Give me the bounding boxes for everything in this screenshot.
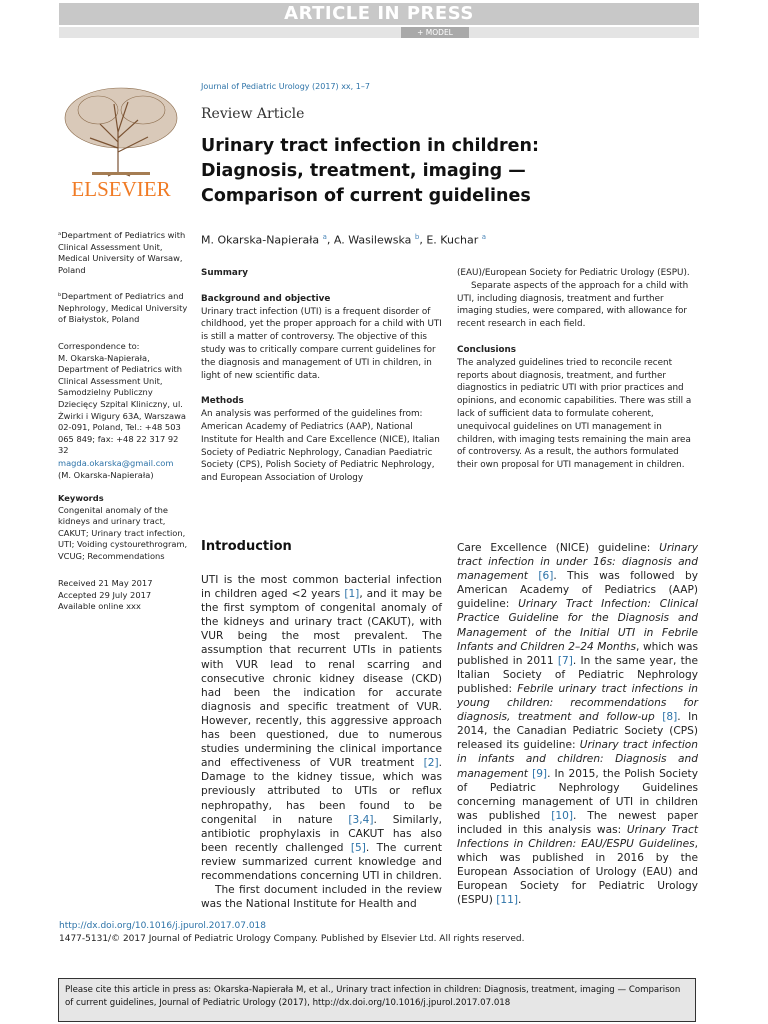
article-type: Review Article — [201, 106, 305, 122]
text-run: . The newest paper included in this analysis was: — [457, 809, 698, 836]
affiliation-a: ᵃDepartment of Pediatrics with Clinical Assessment Unit, Medical University of Warsaw, Poland — [58, 230, 186, 275]
introduction-heading: Introduction — [201, 539, 292, 554]
text-run: , and it may be the first symptom of congenital anomaly of the kidneys and urinary tract (CAKUT), with VUR being the most prevalent. The assumption that recurrent UTIs in patients with VUR lead to renal scarring and consecutive chronic kidney disease (CKD) had been the indication for accurate diagnosis and specific treatment of VUR. However, recently, this aggressive approach has been questioned, due to numerous studies undermining the clinical importance and effectiveness of VUR treatment — [201, 588, 442, 770]
correspondence-email-block — [58, 458, 188, 481]
keywords — [58, 493, 188, 563]
author-name: A. Wasilewska — [333, 233, 412, 247]
text-run: , which was published in 2016 by the European Association of Urology (EAU) and European Society for Pediatric Urology (ESPU) — [457, 837, 698, 907]
text-run: Care Excellence (NICE) guideline: — [457, 542, 660, 554]
correspondence — [58, 341, 188, 457]
conclusions-heading: Conclusions — [457, 344, 517, 355]
introduction-left-column — [201, 573, 442, 911]
introduction-paragraph-2: The first document included in the review was the National Institute for Health and — [201, 884, 442, 911]
summary-label: Summary — [201, 268, 248, 278]
text-run: UTI is the most common bacterial infection in children aged <2 years — [201, 574, 442, 601]
background-text: Urinary tract infection (UTI) is a frequent disorder of childhood, yet the proper approach for a child with UTI is still a matter of controversy. The objective of this study was to critically compare current guidelines for the diagnosis and management of UTI in children, in light of new scientific data. — [201, 306, 442, 381]
reference-link[interactable]: [5] — [350, 841, 366, 854]
date-received: Received 21 May 2017 — [58, 578, 153, 588]
introduction-paragraph-1 — [201, 573, 442, 883]
text-run: . — [517, 894, 522, 907]
model-chip: + MODEL — [401, 27, 469, 38]
affiliation-marker[interactable]: a — [481, 233, 487, 241]
citation-box: Please cite this article in press as: Okarska-Napierała M, et al., Urinary tract infection in children: Diagnosis, treatment, imaging — Comparison of current guidelines, Journal of Pediatric Urology (2017), http://dx.doi.org/10.1016/j.jpurol.2017.07.018 — [58, 978, 696, 1022]
doi-link[interactable]: http://dx.doi.org/10.1016/j.jpurol.2017.07.018 — [59, 921, 266, 931]
text-run: . In 2015, the Polish Society of Pediatric Nephrology Guidelines concerning management of UTI in children was published — [457, 767, 698, 822]
text-run — [528, 570, 538, 582]
date-online: Available online xxx — [58, 601, 141, 612]
guideline-title: Urinary tract infection in under 16s: diagnosis and management — [457, 542, 698, 583]
introduction-paragraph-3 — [457, 541, 698, 907]
summary-left-column — [201, 267, 443, 485]
reference-link[interactable]: [7] — [557, 654, 573, 667]
text-run: . This was followed by American Academy of Pediatrics (AAP) guideline: — [457, 570, 698, 611]
guideline-title: Febrile urinary tract infections in young children: recommendations for diagnosis, treatment and follow-up — [457, 682, 698, 724]
reference-link[interactable]: [2] — [423, 757, 439, 770]
correspondence-label: Correspondence to: — [58, 341, 140, 351]
email-link[interactable]: magda.okarska@gmail.com — [58, 458, 174, 468]
methods-heading: Methods — [201, 396, 244, 407]
text-run: . In the same year, the Italian Society of Pediatric Nephrology published: — [457, 654, 699, 695]
methods-continued: (EAU)/European Society for Pediatric Urology (ESPU). — [457, 268, 690, 278]
model-bar — [59, 27, 699, 38]
affiliation-marker[interactable]: a — [322, 233, 327, 241]
reference-link[interactable]: [6] — [538, 570, 554, 583]
reference-link[interactable]: [9] — [532, 767, 548, 780]
elsevier-logo-label: ELSEVIER — [71, 177, 171, 201]
guideline-title: Urinary Tract Infection: Clinical Practice Guideline for the Diagnosis and Management of the Initial UTI in Febrile Infants and Children 2–24 Months — [457, 598, 698, 653]
title-line: Urinary tract infection in children: — [201, 136, 539, 156]
text-run: . The current review summarized current knowledge and recommendations concerning UTI in children. — [201, 841, 442, 882]
text-run: . Similarly, antibiotic prophylaxis in CAKUT has also been recently challenged — [201, 813, 442, 854]
journal-reference[interactable]: Journal of Pediatric Urology (2017) xx, 1–7 — [201, 82, 370, 91]
methods-text: An analysis was performed of the guidelines from: American Academy of Pediatrics (AAP), National Institute for Health and Care Excellence (NICE), Italian Society of Pediatric Nephrology, Canadian Paediatric Society (CPS), Polish Society of Pediatric Nephrology, and European Association of Urology — [201, 409, 440, 484]
text-run: , which was published in 2011 — [457, 640, 699, 667]
author-name: M. Okarska-Napierała — [201, 233, 320, 247]
author-list: M. Okarska-Napierała $^a$, A. Wasilewska $^b$, E. Kuchar $^a$ — [201, 233, 487, 247]
affiliation-marker[interactable]: b — [414, 233, 420, 241]
reference-link[interactable]: [11] — [496, 894, 518, 907]
author-name: E. Kuchar — [426, 233, 479, 247]
introduction-right-column — [457, 541, 698, 907]
article-in-press-banner: ARTICLE IN PRESS — [59, 3, 699, 25]
reference-link[interactable]: [3,4] — [348, 813, 374, 826]
reference-link[interactable]: [8] — [662, 711, 678, 724]
background-heading: Background and objective — [201, 293, 331, 304]
reference-link[interactable]: [10] — [551, 809, 573, 822]
methods-continued-2: Separate aspects of the approach for a child with UTI, including diagnosis, treatment and further imaging studies, were compared, with allowance for recent research in each field. — [457, 280, 689, 330]
article-dates — [58, 578, 188, 613]
summary-right-column — [457, 267, 699, 472]
keywords-label: Keywords — [58, 493, 104, 503]
title-line: Comparison of current guidelines — [201, 186, 531, 206]
email-owner: (M. Okarska-Napierała) — [58, 469, 154, 480]
guideline-title: Urinary Tract Infections in Children: EAU/ESPU Guidelines — [457, 823, 698, 850]
elsevier-logo — [58, 82, 184, 202]
copyright-line: 1477-5131/© 2017 Journal of Pediatric Urology Company. Published by Elsevier Ltd. All rights reserved. — [59, 934, 525, 944]
reference-link[interactable]: [1] — [344, 588, 360, 601]
article-title — [201, 134, 641, 209]
guideline-title: Urinary tract infection in infants and children: Diagnosis and management — [457, 739, 698, 780]
affiliation-b: ᵇDepartment of Pediatrics and Nephrology, Medical University of Białystok, Poland — [58, 291, 188, 325]
date-accepted: Accepted 29 July 2017 — [58, 589, 152, 600]
text-run: . Damage to the kidney tissue, which was previously attributed to UTIs or reflux nephropathy, has been found to be congenital in nature — [201, 757, 442, 826]
correspondence-address: M. Okarska-Napierała, Department of Pediatrics with Clinical Assessment Unit, Samodzielny Publiczny Dziecięcy Szpital Kliniczny, ul. Żwirki i Wigury 63A, Warszawa 02-091, Poland, Tel.: +48 503 065 849; fax: +48 22 317 92 32 — [58, 352, 186, 456]
conclusions-text: The analyzed guidelines tried to reconcile recent reports about diagnosis, treatment, and further diagnostics in pediatric UTI with prior practices and opinions, and economic capabilities. There was still a lack of sufficient data to formulate coherent, unequivocal guidelines on UTI management in children, with imaging tests remaining the main area of controversy. As a result, the authors formulated their own proposal for UTI management in children. — [457, 357, 692, 471]
title-line: Diagnosis, treatment, imaging — — [201, 161, 526, 181]
text-run: . In 2014, the Canadian Pediatric Society (CPS) released its guideline: — [457, 711, 698, 752]
keywords-text: Congenital anomaly of the kidneys and urinary tract, CAKUT; Urinary tract infection, UTI; Voiding cystourethrogram, VCUG; Recommendations — [58, 504, 188, 561]
